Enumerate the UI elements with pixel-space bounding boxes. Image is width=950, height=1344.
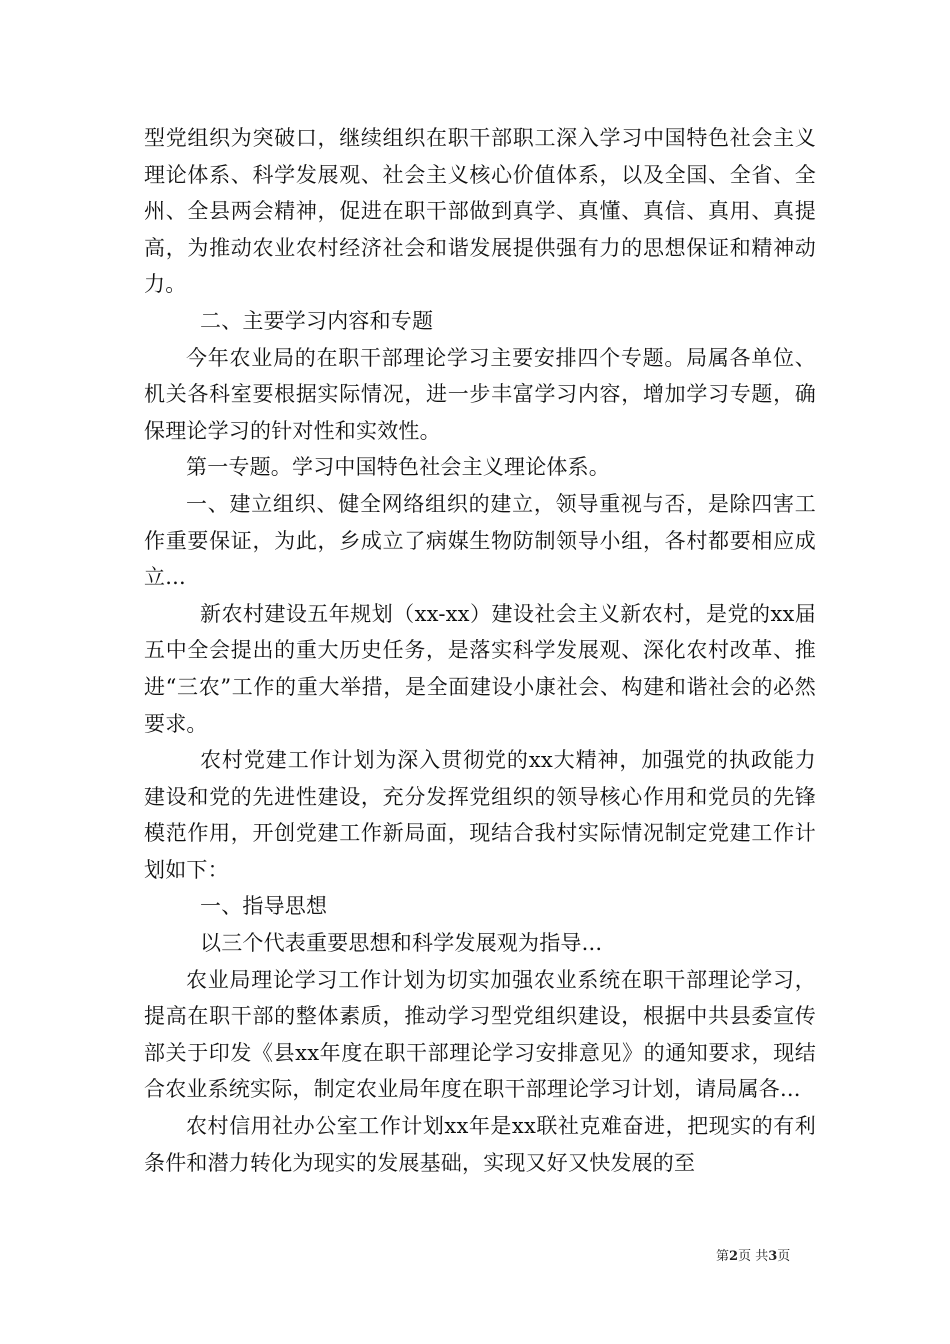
section-heading-guiding-thought: 一、指导思想 <box>200 894 328 919</box>
paragraph-guidance: 以三个代表重要思想和科学发展观为指导... <box>200 931 603 956</box>
paragraph-credit-union: 农村信用社办公室工作计划xx年是xx联社克难奋进，把现实的有利条件和潜力转化为现实的发展基础，实现又好又快发展的至 <box>144 1114 816 1175</box>
paragraph-new-countryside: 新农村建设五年规划（xx-xx）建设社会主义新农村，是党的xx届五中全会提出的重大历史任务，是落实科学发展观、深化农村改革、推进“三农”工作的重大举措，是全面建设小康社会、构建和谐社会的必然要求。 <box>144 601 816 736</box>
footer-current-page: 2 <box>729 1249 739 1264</box>
footer-total-pages: 3 <box>768 1249 778 1264</box>
footer-prefix: 第 <box>716 1249 730 1264</box>
footer-middle: 页 共 <box>738 1249 769 1264</box>
paragraph-party-building: 农村党建工作计划为深入贯彻党的xx大精神，加强党的执政能力建设和党的先进性建设，充分发挥党组织的领导核心作用和党员的先锋模范作用，开创党建工作新局面，现结合我村实际情况制定党建工作计划如下： <box>144 748 816 882</box>
topic-heading-first: 第一专题。学习中国特色社会主义理论体系。 <box>186 455 610 480</box>
paragraph-organization: 一、建立组织、健全网络组织的建立，领导重视与否，是除四害工作重要保证，为此，乡成立了病媒生物防制领导小组，各村都要相应成立... <box>144 491 816 590</box>
page-number-footer <box>716 1245 790 1264</box>
paragraph-study-plan: 农业局理论学习工作计划为切实加强农业系统在职干部理论学习，提高在职干部的整体素质，推动学习型党组织建设，根据中共县委宣传部关于印发《县xx年度在职干部理论学习安排意见》的通知要求，现结合农业系统实际，制定农业局年度在职干部理论学习计划，请局属各... <box>144 967 816 1102</box>
document-body <box>144 120 816 1181</box>
footer-suffix: 页 <box>777 1249 791 1264</box>
section-heading-main-content: 二、主要学习内容和专题 <box>200 308 434 333</box>
paragraph-continued: 型党组织为突破口，继续组织在职干部职工深入学习中国特色社会主义理论体系、科学发展观、社会主义核心价值体系，以及全国、全省、全州、全县两会精神，促进在职干部做到真学、真懂、真信、真用、真提高，为推动农业农村经济社会和谐发展提供强有力的思想保证和精神动力。 <box>144 126 816 297</box>
paragraph-study-topics: 今年农业局的在职干部理论学习主要安排四个专题。局属各单位、机关各科室要根据实际情况，进一步丰富学习内容，增加学习专题，确保理论学习的针对性和实效性。 <box>144 345 816 443</box>
